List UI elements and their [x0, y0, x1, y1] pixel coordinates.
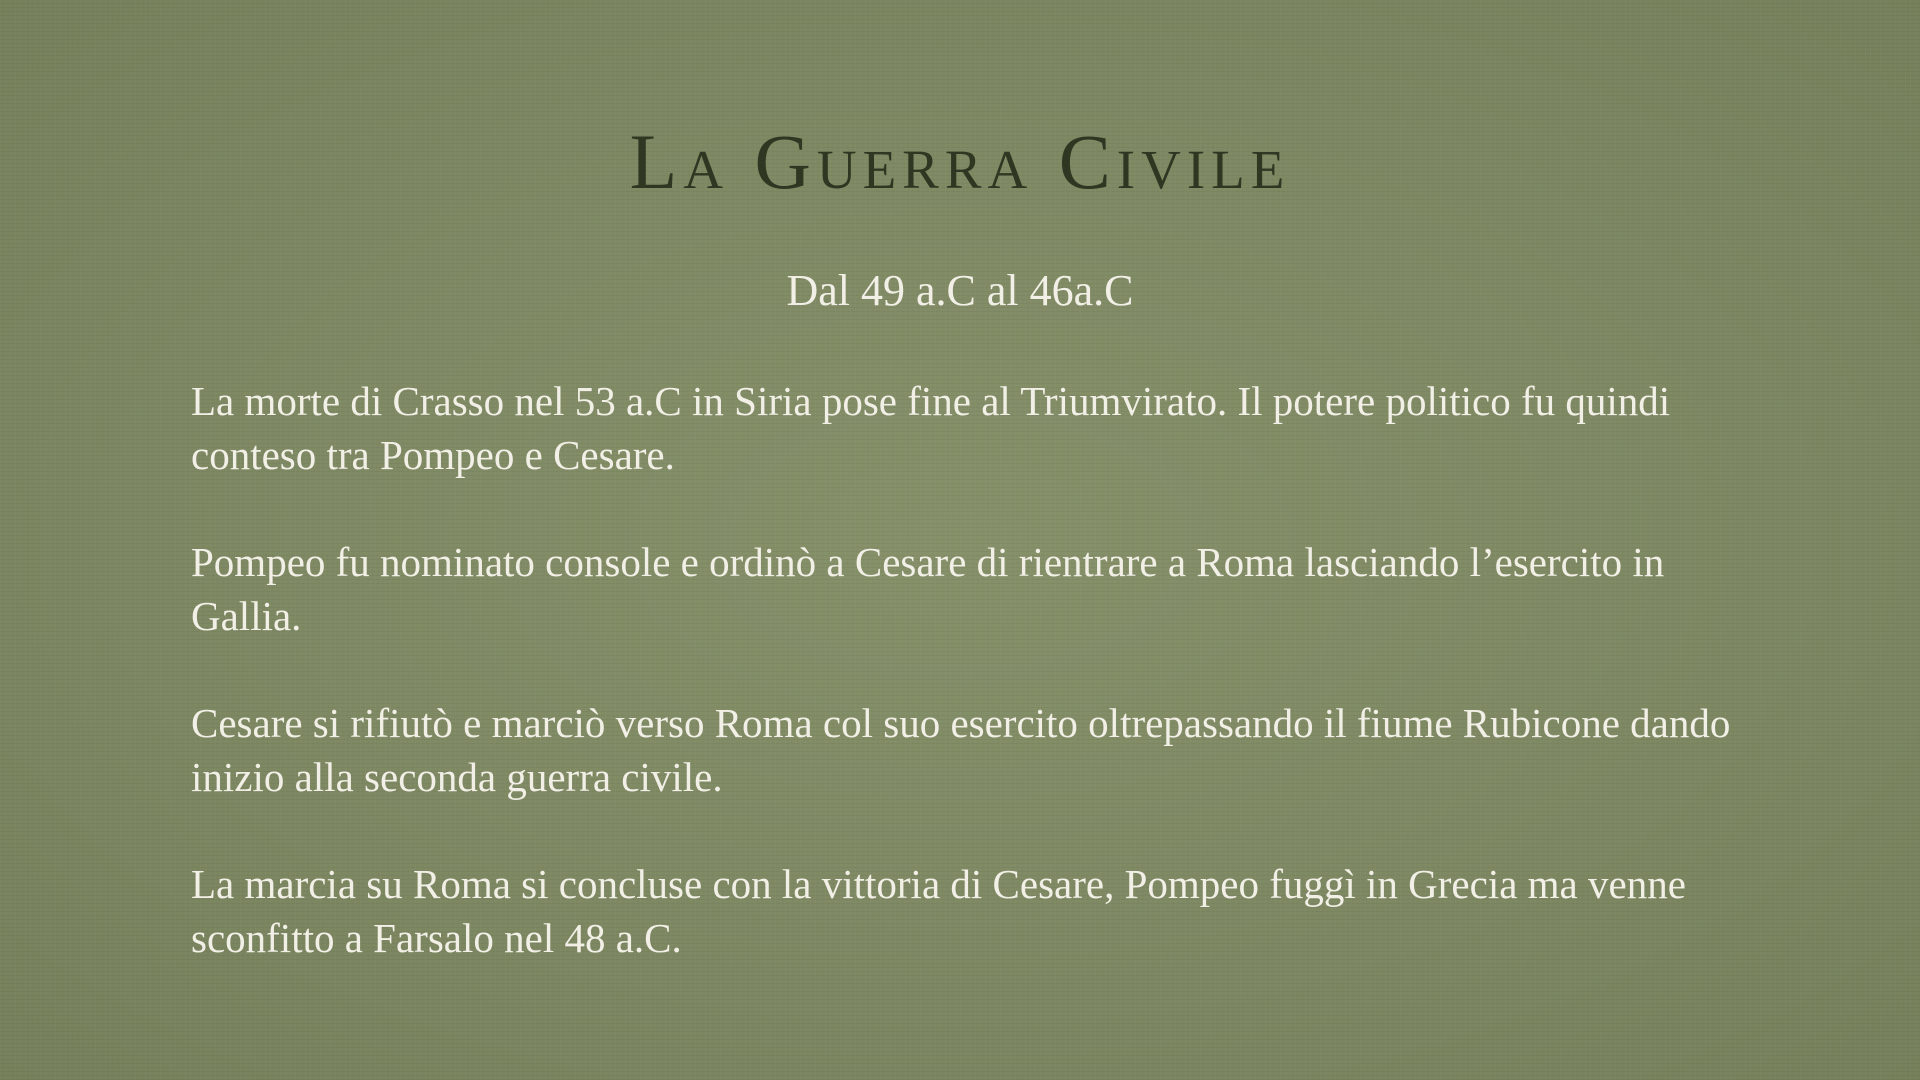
slide-subtitle: Dal 49 a.C al 46a.C: [786, 266, 1134, 315]
slide-title: La Guerra Civile: [629, 118, 1291, 205]
paragraph-pompeo-console: Pompeo fu nominato console e ordinò a Cesare di rientrare a Roma lasciando l’esercito in Gallia.: [191, 539, 1665, 639]
paragraph-farsalo: La marcia su Roma si concluse con la vittoria di Cesare, Pompeo fuggì in Grecia ma venne sconfitto a Farsalo nel 48 a.C.: [191, 861, 1686, 961]
paragraph-rubicone: Cesare si rifiutò e marciò verso Roma col suo esercito oltrepassando il fiume Rubicone dando inizio alla seconda guerra civile.: [191, 700, 1731, 800]
paragraph-crasso: La morte di Crasso nel 53 a.C in Siria pose fine al Triumvirato. Il potere politico fu quindi conteso tra Pompeo e Cesare.: [191, 378, 1671, 478]
slide-body: [191, 374, 1751, 1018]
